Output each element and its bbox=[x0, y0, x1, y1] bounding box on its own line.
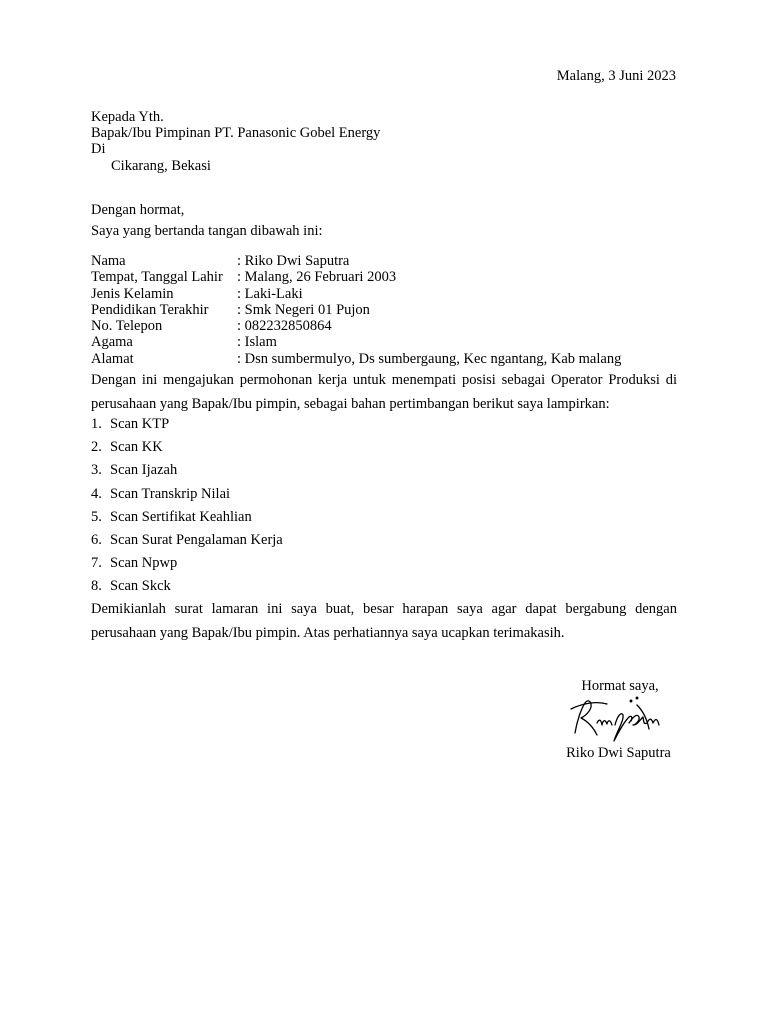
date-line: Malang, 3 Juni 2023 bbox=[556, 68, 676, 84]
recipient-addressee: Bapak/Ibu Pimpinan PT. Panasonic Gobel Energy bbox=[91, 125, 381, 142]
attachment-list bbox=[91, 413, 283, 599]
greeting-opening: Dengan hormat, bbox=[91, 202, 185, 218]
attachment-item bbox=[91, 529, 283, 552]
attachment-number: 7. bbox=[91, 555, 102, 572]
attachment-item bbox=[91, 436, 283, 459]
identity-value: : Islam bbox=[237, 334, 277, 351]
attachment-item bbox=[91, 552, 283, 575]
attachment-number: 3. bbox=[91, 462, 102, 479]
attachment-text: Scan Npwp bbox=[110, 555, 178, 572]
identity-row bbox=[91, 286, 621, 302]
identity-label: Alamat bbox=[91, 350, 134, 367]
identity-value: : Malang, 26 Februari 2003 bbox=[237, 269, 397, 286]
attachment-item bbox=[91, 413, 283, 436]
attachment-text: Scan Sertifikat Keahlian bbox=[110, 508, 252, 525]
attachment-number: 1. bbox=[91, 416, 102, 432]
attachment-number: 4. bbox=[91, 485, 102, 502]
application-paragraph: Dengan ini mengajukan permohonan kerja untuk menempati posisi sebagai Operator Produksi di perusahaan yang Bapak/Ibu pimpin, sebagai bahan pertimbangan berikut saya lampirkan: bbox=[91, 372, 677, 413]
attachment-text: Scan Transkrip Nilai bbox=[110, 485, 231, 502]
identity-label: Agama bbox=[91, 334, 133, 351]
closing-paragraph: Demikianlah surat lamaran ini saya buat, besar harapan saya agar dapat bergabung dengan perusahaan yang Bapak/Ibu pimpin. Atas perhatiannya saya ucapkan terimakasih. bbox=[91, 601, 677, 642]
identity-label: Tempat, Tanggal Lahir bbox=[91, 269, 223, 286]
attachment-item bbox=[91, 506, 283, 529]
signer-name: Riko Dwi Saputra bbox=[566, 745, 671, 761]
attachment-item bbox=[91, 575, 283, 598]
attachment-number: 6. bbox=[91, 532, 102, 549]
attachment-number: 2. bbox=[91, 439, 102, 456]
attachment-text: Scan Ijazah bbox=[110, 462, 178, 479]
identity-table bbox=[91, 253, 621, 367]
closing-salutation: Hormat saya, bbox=[581, 678, 659, 694]
attachment-text: Scan Surat Pengalaman Kerja bbox=[110, 532, 283, 549]
attachment-item bbox=[91, 459, 283, 482]
identity-row bbox=[91, 334, 621, 350]
attachment-number: 5. bbox=[91, 508, 102, 525]
attachment-text: Scan KTP bbox=[110, 416, 170, 432]
recipient-salutation: Kepada Yth. bbox=[91, 109, 164, 125]
identity-value: : Laki-Laki bbox=[237, 285, 303, 302]
attachment-text: Scan KK bbox=[110, 439, 163, 456]
identity-value: : Dsn sumbermulyo, Ds sumbergaung, Kec ngantang, Kab malang bbox=[237, 350, 622, 367]
identity-label: Pendidikan Terakhir bbox=[91, 301, 209, 318]
attachment-item bbox=[91, 483, 283, 506]
attachment-text: Scan Skck bbox=[110, 578, 171, 595]
identity-row bbox=[91, 269, 621, 285]
greeting-block bbox=[91, 200, 323, 241]
recipient-location: Cikarang, Bekasi bbox=[111, 157, 211, 174]
identity-value: : Smk Negeri 01 Pujon bbox=[237, 301, 370, 318]
identity-row bbox=[91, 318, 621, 334]
identity-label: No. Telepon bbox=[91, 318, 163, 335]
signature-image bbox=[567, 695, 677, 747]
identity-row bbox=[91, 253, 621, 269]
identity-value: : 082232850864 bbox=[237, 318, 332, 335]
identity-label: Jenis Kelamin bbox=[91, 285, 174, 302]
attachment-number: 8. bbox=[91, 578, 102, 595]
identity-label: Nama bbox=[91, 253, 126, 269]
recipient-block bbox=[91, 109, 380, 174]
identity-row bbox=[91, 351, 621, 367]
identity-value: : Riko Dwi Saputra bbox=[237, 253, 350, 269]
identity-row bbox=[91, 302, 621, 318]
recipient-at: Di bbox=[91, 141, 106, 158]
greeting-intro: Saya yang bertanda tangan dibawah ini: bbox=[91, 222, 323, 239]
